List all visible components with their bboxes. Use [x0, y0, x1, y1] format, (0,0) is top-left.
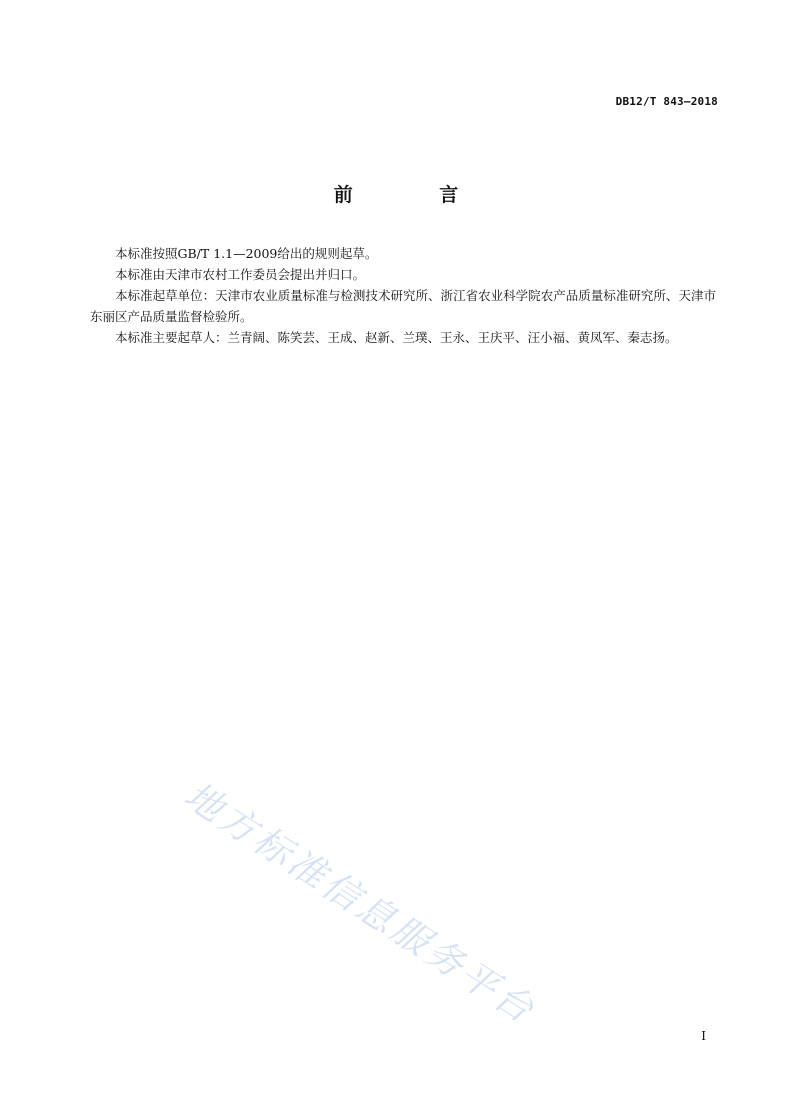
paragraph-drafters: 本标准主要起草人：兰青阔、陈笑芸、王成、赵新、兰璞、王永、王庆平、汪小福、黄凤军、秦志扬。: [115, 330, 678, 345]
foreword-body: [90, 243, 716, 348]
paragraph-proposer: 本标准由天津市农村工作委员会提出并归口。: [115, 267, 366, 282]
document-code: DB12/T 843—2018: [615, 95, 718, 108]
paragraph-drafting-units: 本标准起草单位：天津市农业质量标准与检测技术研究所、浙江省农业科学院农产品质量标准研究所、天津市东丽区产品质量监督检验所。: [90, 288, 716, 324]
paragraph-drafting-rules: 本标准按照GB/T 1.1—2009给出的规则起草。: [115, 246, 378, 261]
page-title: 前 言: [333, 184, 499, 206]
watermark: 地方标准信息服务平台: [176, 773, 544, 1033]
page-number: I: [701, 1029, 706, 1043]
